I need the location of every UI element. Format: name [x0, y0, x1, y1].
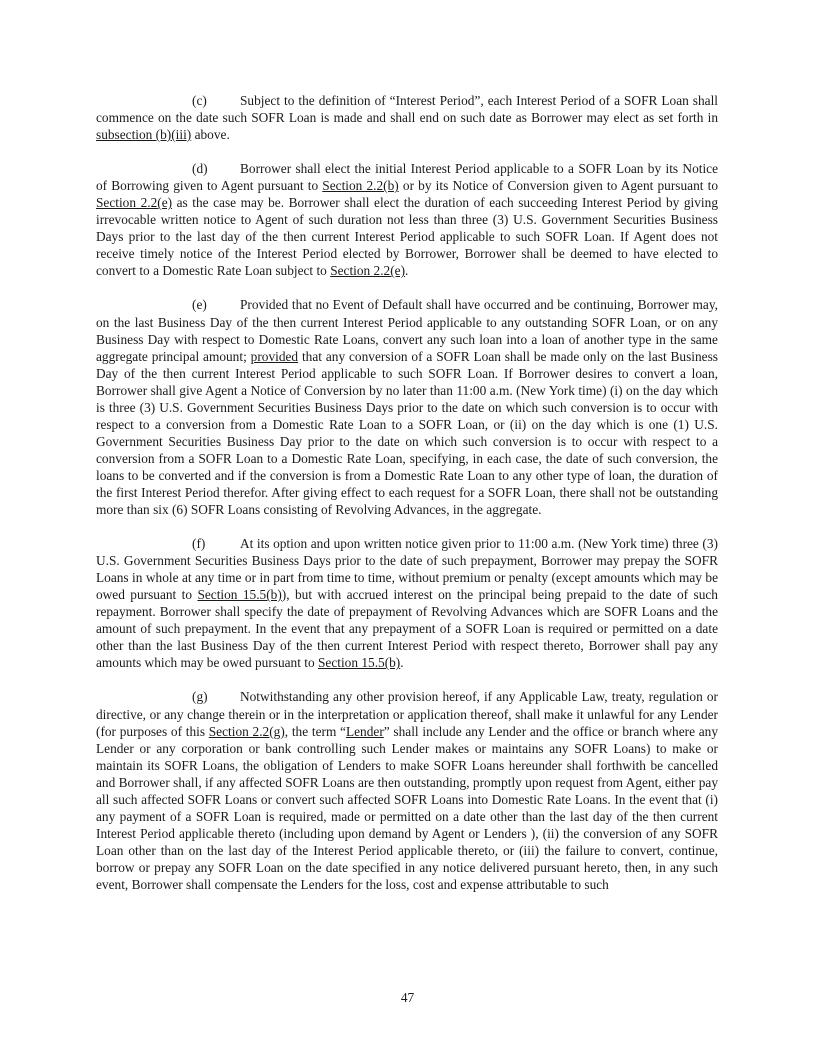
text-run: Provided that no Event of Default shall have occurred and be continuing, Borrower may, on the last Business Day of the then current Interest Period applicable to any outstanding SOFR Loan, or on any Business Day with respect to Domestic Rate Loans, convert any such loan into a loan of another type in the same aggregate principal amount;	[96, 297, 718, 364]
text-run: above.	[191, 127, 230, 143]
paragraph-text	[96, 93, 718, 142]
paragraph-text	[96, 536, 718, 670]
cross-reference: Section 15.5(b)	[317, 655, 401, 671]
paragraph-label: (g)	[192, 689, 208, 705]
text-run: Borrower shall elect the initial Interest Period applicable to a SOFR Loan by its Notice of Borrowing given to Agent pursuant to	[96, 161, 718, 194]
paragraph-g	[96, 688, 718, 893]
page-number: 47	[400, 990, 415, 1005]
paragraph-text	[96, 689, 718, 892]
text-run: as the case may be. Borrower shall elect the duration of each succeeding Interest Period by giving irrevocable written notice to Agent of such duration not less than three (3) U.S. Government Securities Business Days prior to the last day of the then current Interest Period applicable to such SOFR Loan. If Agent does not receive timely notice of the Interest Period elected by Borrower, Borrower shall be deemed to have elected to convert to a Domestic Rate Loan subject to	[96, 195, 718, 279]
text-run: At its option and upon written notice given prior to 11:00 a.m. (New York time) three (3) U.S. Government Securities Business Days prior to the date of such prepayment, Borrower may prepay the SOFR Loans in whole at any time or in part from time to time, without premium or penalty (except amounts which may be owed pursuant to	[96, 536, 718, 603]
cross-reference: Section 2.2(b)	[322, 178, 399, 194]
text-run: .	[405, 263, 409, 279]
cross-reference: subsection (b)(iii)	[96, 127, 192, 143]
paragraph-e	[96, 296, 718, 518]
paragraph-label: (e)	[192, 297, 207, 313]
paragraph-f	[96, 535, 718, 671]
paragraph-text	[96, 161, 718, 278]
text-run: Notwithstanding any other provision hereof, if any Applicable Law, treaty, regulation or directive, or any change therein or in the interpretation or application thereof, shall make it unlawful for any Lender (for purposes of this	[96, 689, 718, 739]
text-run: ” shall include any Lender and the office or branch where any Lender or any corporation or bank controlling such Lender makes or maintains any SOFR Loans) to make or maintain its SOFR Loans, the obligation of Lenders to make SOFR Loans hereunder shall forthwith be cancelled and Borrower shall, if any affected SOFR Loans are then outstanding, promptly upon request from Agent, either pay all such affected SOFR Loans or convert such affected SOFR Loans into Domestic Rate Loans. In the event that (i) any payment of a SOFR Loan is required, made or permitted on a date other than the last day of the then current Interest Period applicable thereto (including upon demand by Agent or Lenders ), (ii) the conversion of any SOFR Loan other than on the last day of the Interest Period applicable thereto, or (iii) the failure to convert, continue, borrow or prepay any SOFR Loan on the date specified in any notice delivered pursuant hereto, then, in any such event, Borrower shall compensate the Lenders for the loss, cost and expense attributable to such	[96, 723, 718, 892]
paragraph-d	[96, 160, 718, 279]
cross-reference: Section 2.2(g)	[208, 723, 285, 739]
paragraph-label: (f)	[192, 536, 206, 552]
text-run: .	[400, 655, 404, 671]
cross-reference: Lender	[345, 723, 384, 739]
text-run: , the term “	[284, 723, 346, 739]
paragraph-c	[96, 92, 718, 143]
paragraph-label: (c)	[192, 93, 207, 108]
document-body	[96, 92, 718, 893]
cross-reference: Section 15.5(b)	[197, 587, 282, 603]
paragraph-label: (d)	[192, 161, 208, 177]
text-run: or by its Notice of Conversion given to Agent pursuant to	[398, 178, 719, 194]
paragraph-text	[96, 297, 718, 517]
cross-reference: Section 2.2(e)	[96, 195, 173, 211]
text-run: ), but with accrued interest on the principal being prepaid to the date of such repayment. Borrower shall specify the date of prepayment of Revolving Advances which are SOFR Loans and the amount of such prepayment. In the event that any prepayment of a SOFR Loan is required or permitted on a date other than the last Business Day of the then current Interest Period with respect thereto, Borrower shall pay any amounts which may be owed pursuant to	[96, 587, 718, 671]
text-run: Subject to the definition of “Interest Period”, each Interest Period of a SOFR Loan shall commence on the date such SOFR Loan is made and shall end on such date as Borrower may elect as set forth in	[96, 93, 718, 126]
text-run: that any conversion of a SOFR Loan shall be made only on the last Business Day of the then current Interest Period applicable to such SOFR Loan. If Borrower desires to convert a loan, Borrower shall give Agent a Notice of Conversion by no later than 11:00 a.m. (New York time) (i) on the day which is three (3) U.S. Government Securities Business Days prior to the date on which such conversion is to occur with respect to a conversion from a Domestic Rate Loan to a SOFR Loan, or (ii) on the day which is one (1) U.S. Government Securities Business Day prior to the date on which such conversion is to occur with respect to a conversion from a SOFR Loan to a Domestic Rate Loan, specifying, in each case, the date of such conversion, the loans to be converted and if the conversion is from a Domestic Rate Loan to any other type of loan, the duration of the first Interest Period therefor. After giving effect to each request for a SOFR Loan, there shall not be outstanding more than six (6) SOFR Loans consisting of Revolving Advances, in the aggregate.	[96, 348, 718, 518]
cross-reference: provided	[250, 348, 299, 364]
cross-reference: Section 2.2(e)	[330, 263, 406, 279]
